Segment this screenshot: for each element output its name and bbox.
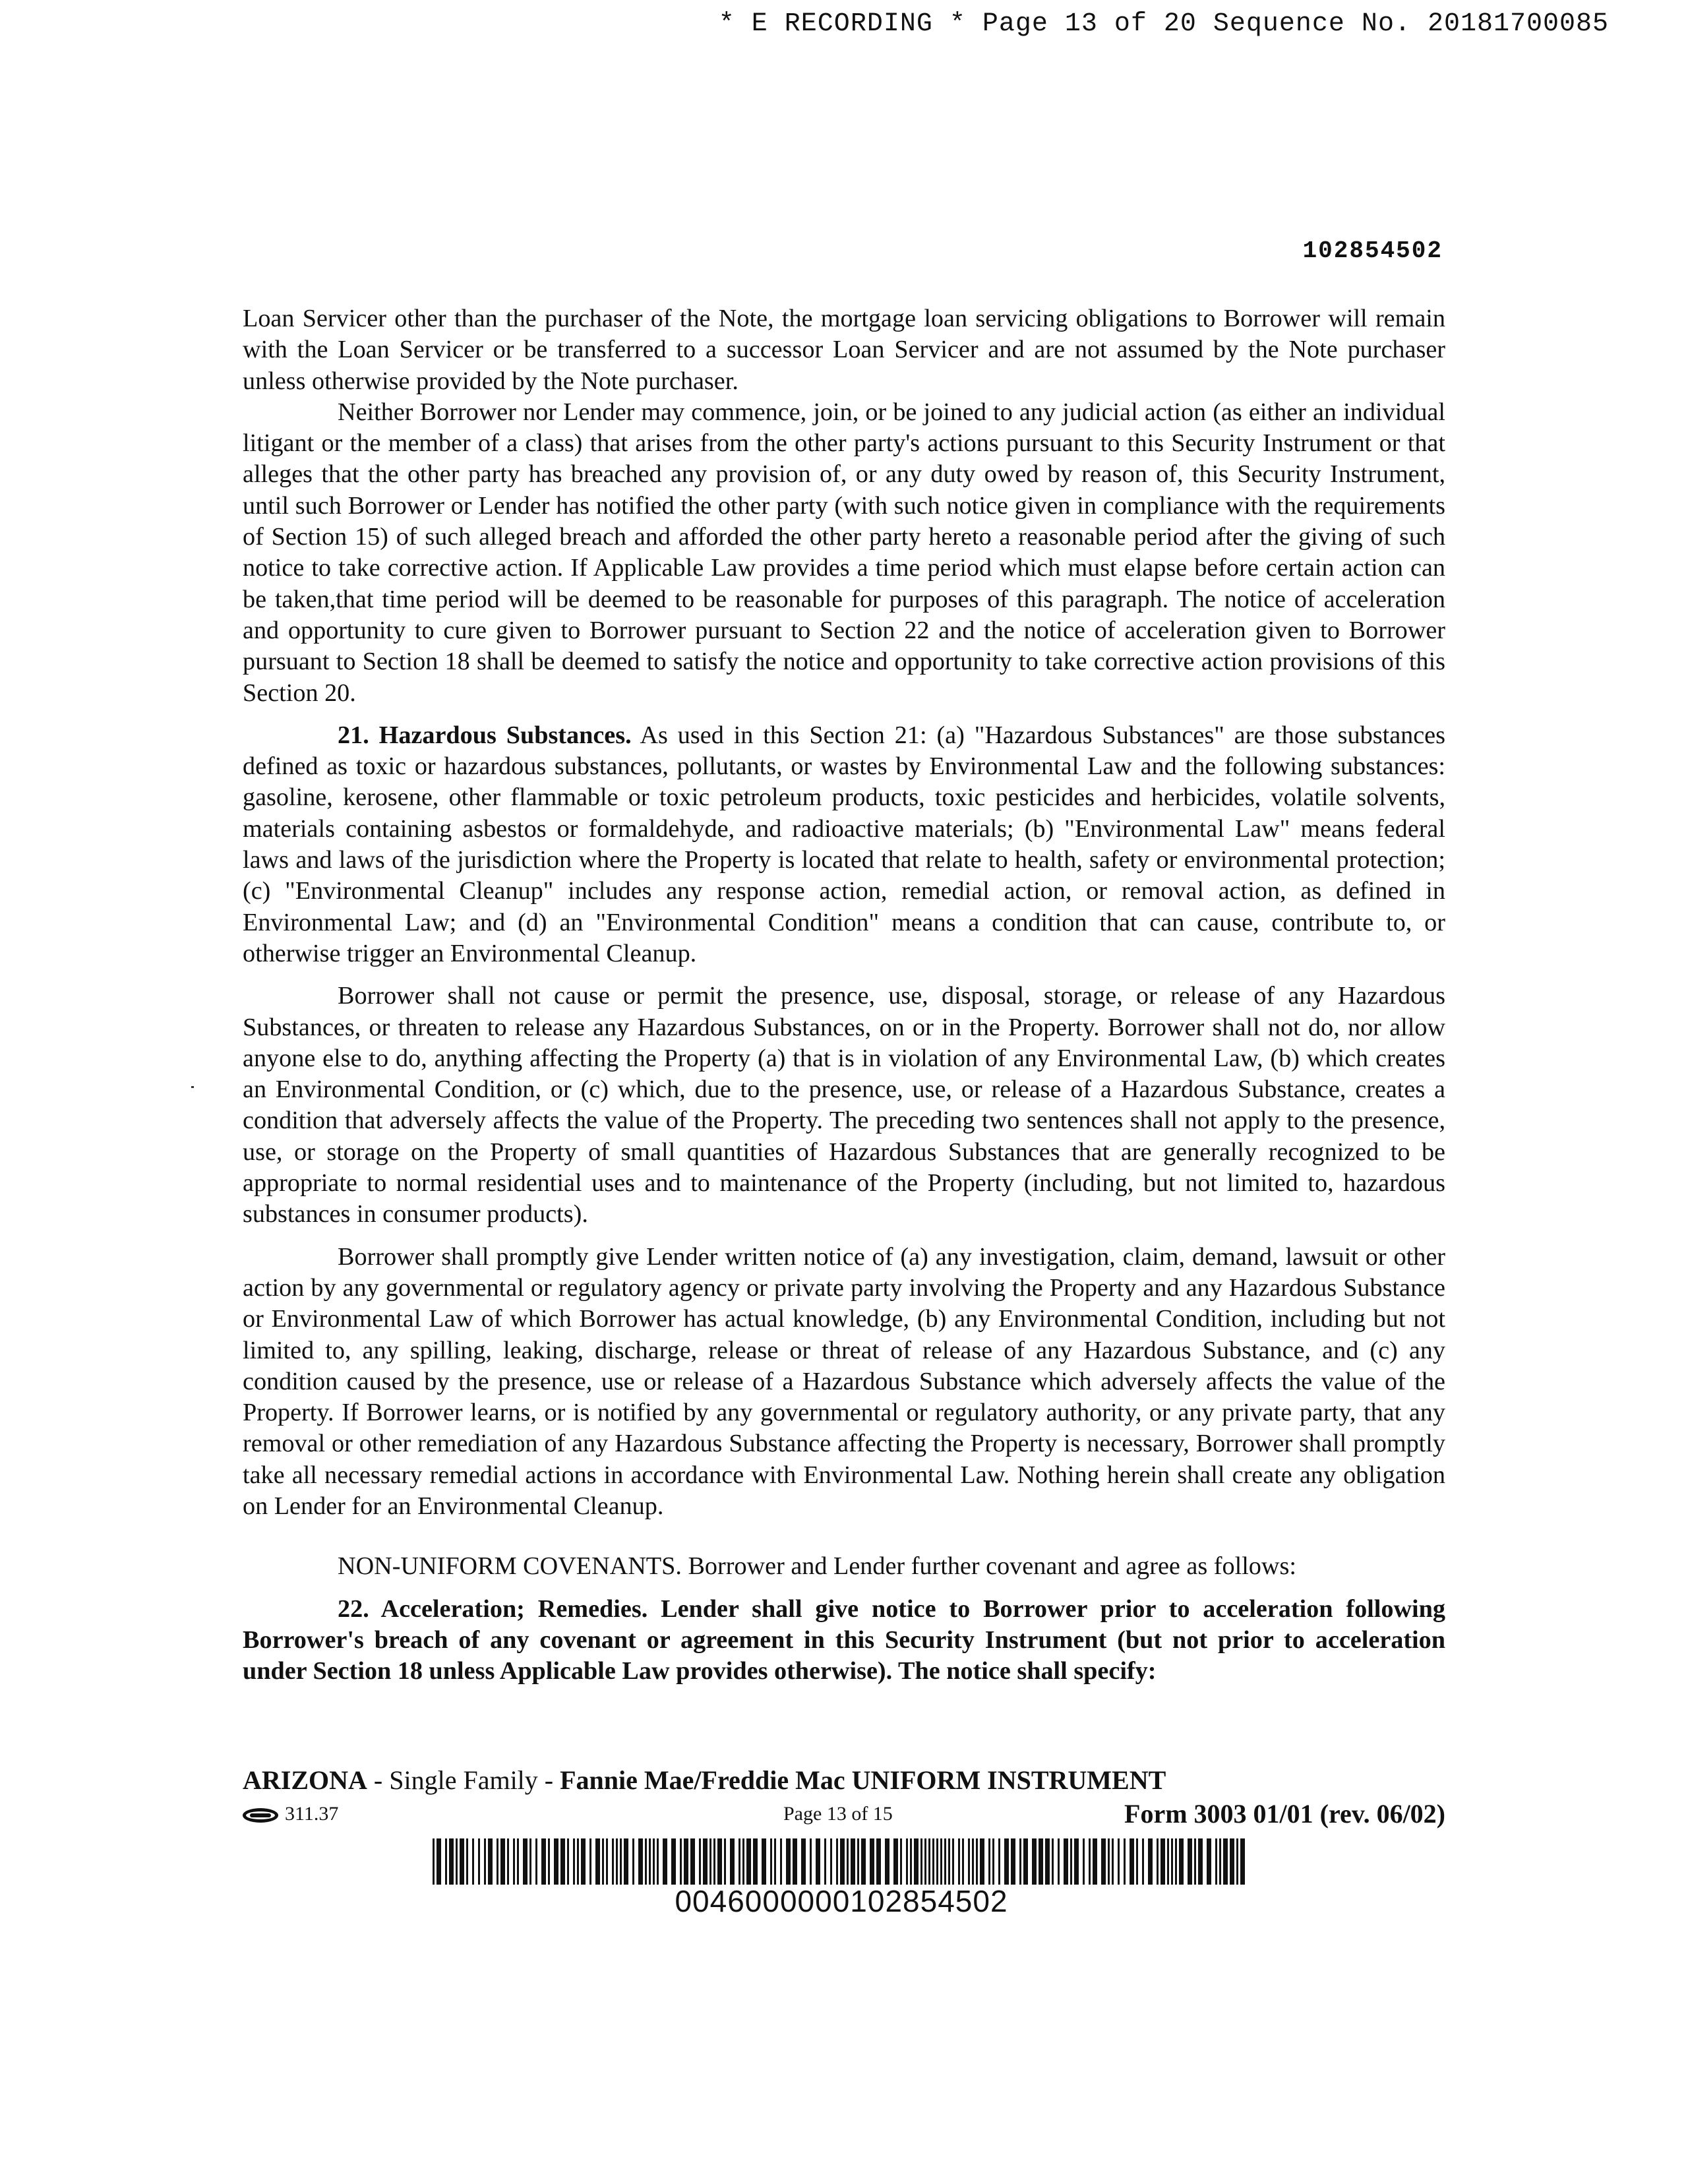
barcode-bar — [992, 1838, 994, 1885]
barcode-bar — [560, 1838, 565, 1885]
barcode-bar — [1215, 1838, 1217, 1885]
barcode-bar — [1019, 1838, 1021, 1885]
barcode-bar — [753, 1838, 758, 1885]
section-21-text: As used in this Section 21: (a) "Hazardous Substances" are those substances defined as toxic or hazardous substances, pollutants, or wastes by Environmental Law and the following substances: gasoline, kerosene, other flammable or toxic petroleum products, toxic pesticides and herbicides, volatile solvents, materials containing asbestos or formaldehyde, and radioactive materials; (b) "Environmental Law" means federal laws and laws of the jurisdiction where the Property is located that relate to health, safety or environmental protection; (c) "Environmental Cleanup" includes any response action, remedial action, or removal action, as defined in Environmental Law; and (d) an "Environmental Condition" means a condition that can cause, contribute to, or otherwise trigger an Environmental Cleanup. — [243, 721, 1445, 967]
barcode-bar — [449, 1838, 454, 1885]
barcode-bar — [1011, 1838, 1015, 1885]
paragraph-judicial-action: Neither Borrower nor Lender may commence, join, or be joined to any judicial action (as either an individual litigant or the member of a class) that arises from the other party's actions pursuant to this Security Instrument or that alleges that the other party has breached any provision of, or any duty owed by reason of, this Security Instrument, until such Borrower or Lender has notified the other party (with such notice given in compliance with the requirements of Section 15) of such alleged breach and afforded the other party hereto a reasonable period after the giving of such notice to take corrective action. If Applicable Law provides a time period which must elapse before certain action can be taken,that time period will be deemed to be reasonable for purposes of this paragraph. The notice of acceleration and opportunity to cure given to Borrower pursuant to Section 22 and the notice of acceleration given to Borrower pursuant to Section 18 shall be deemed to satisfy the notice and opportunity to take corrective action provisions of this Section 20. — [243, 398, 1445, 707]
barcode-bar — [948, 1838, 950, 1885]
barcode-bar — [1175, 1838, 1177, 1885]
barcode-bar — [709, 1838, 711, 1885]
barcode-bar — [1130, 1838, 1134, 1885]
barcode-bar — [1108, 1838, 1110, 1885]
barcode-bar — [972, 1838, 974, 1885]
barcode-bar — [786, 1838, 791, 1885]
barcode-bar — [774, 1838, 776, 1885]
barcode-bar — [1083, 1838, 1085, 1885]
barcode-bar — [507, 1838, 509, 1885]
barcode-bar — [1188, 1838, 1192, 1885]
barcode-bar — [497, 1838, 498, 1885]
barcode-bar — [680, 1838, 682, 1885]
barcode-bar — [472, 1838, 474, 1885]
section-21-heading: 21. Hazardous Substances. — [338, 721, 632, 749]
barcode-bar — [567, 1838, 569, 1885]
barcode-bar — [1240, 1838, 1245, 1885]
barcode-bar — [816, 1838, 820, 1885]
barcode-bar — [730, 1838, 735, 1885]
barcode-bar — [1148, 1838, 1153, 1885]
barcode-bar — [653, 1838, 655, 1885]
barcode-bar — [810, 1838, 812, 1885]
barcode-bar — [703, 1838, 708, 1885]
barcode-bar — [484, 1838, 486, 1885]
barcode-bar — [1230, 1838, 1234, 1885]
barcode-bar — [645, 1838, 647, 1885]
barcode-bar — [437, 1838, 441, 1885]
barcode-bar — [1142, 1838, 1144, 1885]
barcode-bar — [724, 1838, 726, 1885]
barcode-bar — [738, 1838, 740, 1885]
barcode-bar — [885, 1838, 889, 1885]
barcode-bar — [1052, 1838, 1054, 1885]
barcode-bar — [529, 1838, 531, 1885]
barcode-bar — [1070, 1838, 1072, 1885]
form-footer — [243, 1765, 1445, 1831]
barcode-bar — [1004, 1838, 1009, 1885]
barcode-bar — [910, 1838, 912, 1885]
barcode-bar — [1136, 1838, 1138, 1885]
footer-info-row — [243, 1798, 1445, 1831]
barcode-bar — [690, 1838, 695, 1885]
barcode-bar — [1207, 1838, 1211, 1885]
footer-code-text: 311.37 — [285, 1803, 339, 1825]
footer-instrument: Fannie Mae/Freddie Mac UNIFORM INSTRUMENT — [560, 1765, 1166, 1795]
barcode-bar — [541, 1838, 546, 1885]
barcode-bar — [988, 1838, 990, 1885]
barcode-bar — [793, 1838, 797, 1885]
barcode-bar — [466, 1838, 468, 1885]
barcode-bar — [589, 1838, 591, 1885]
barcode-bar — [1039, 1838, 1043, 1885]
barcode-bar — [940, 1838, 942, 1885]
barcode-bar — [488, 1838, 493, 1885]
footer-form-number: Form 3003 01/01 (rev. 06/02) — [1124, 1799, 1445, 1829]
barcode-bar — [1236, 1838, 1238, 1885]
barcode-bar — [906, 1838, 908, 1885]
barcode-bar — [914, 1838, 919, 1885]
non-uniform-covenants: NON-UNIFORM COVENANTS. Borrower and Lender further covenant and agree as follows: — [338, 1552, 1296, 1581]
barcode-bar — [657, 1838, 659, 1885]
barcode-bar — [958, 1838, 960, 1885]
footer-title — [243, 1765, 1445, 1796]
barcode-bar — [517, 1838, 519, 1885]
barcode-bar — [717, 1838, 722, 1885]
barcode-bar — [851, 1838, 855, 1885]
barcode-bar — [523, 1838, 528, 1885]
barcode-bar — [962, 1838, 964, 1885]
barcode-bar — [952, 1838, 954, 1885]
barcode-bar — [840, 1838, 845, 1885]
barcode-bar — [944, 1838, 946, 1885]
barcode-bar — [924, 1838, 926, 1885]
barcode-bar — [1064, 1838, 1068, 1885]
document-number: 102854502 — [1302, 237, 1443, 264]
barcode-bar — [998, 1838, 1000, 1885]
barcode-bar — [577, 1838, 579, 1885]
barcode-bar — [445, 1838, 447, 1885]
barcode-bar — [713, 1838, 715, 1885]
barcode-bar — [620, 1838, 622, 1885]
barcode-bar — [1223, 1838, 1228, 1885]
barcode-bar — [606, 1838, 608, 1885]
barcode-bar — [595, 1838, 600, 1885]
barcode-bar — [638, 1838, 643, 1885]
barcode-bar — [920, 1838, 922, 1885]
barcode-bar — [573, 1838, 575, 1885]
barcode-bar — [780, 1838, 782, 1885]
barcode-bar — [770, 1838, 772, 1885]
paragraph-written-notice: Borrower shall promptly give Lender written notice of (a) any investigation, claim, demand, lawsuit or other action by any governmental or regulatory agency or private party involving the Property and any Hazardous Substance or Environmental Law of which Borrower has actual knowledge, (b) any Environmental Condition, including but not limited to, any spilling, leaking, discharge, release or threat of release of any Hazardous Substance, and (c) any condition caused by the presence, use or release of a Hazardous Substance which adversely affects the value of the Property. If Borrower learns, or is notified by any governmental or regulatory authority, or any private party, that any removal or other remediation of any Hazardous Substance affecting the Property is necessary, Borrower shall promptly take all necessary remedial actions in accordance with Environmental Law. Nothing herein shall create any obligation on Lender for an Environmental Cleanup. — [243, 1242, 1445, 1520]
barcode-bar — [1179, 1838, 1184, 1885]
barcode-bar — [602, 1838, 604, 1885]
barcode-bar — [861, 1838, 866, 1885]
barcode-bar — [1074, 1838, 1079, 1885]
barcode-bar — [1089, 1838, 1091, 1885]
barcode-bar — [746, 1838, 751, 1885]
footer-code — [243, 1798, 338, 1831]
barcode-bar — [684, 1838, 688, 1885]
barcode-bar — [612, 1838, 614, 1885]
barcode-bar — [1058, 1838, 1060, 1885]
barcode-bar — [847, 1838, 849, 1885]
barcode-bar — [932, 1838, 934, 1885]
section-21-paragraph — [243, 720, 1445, 969]
barcode-bar — [1171, 1838, 1173, 1885]
barcode-bar — [460, 1838, 464, 1885]
barcode-number: 0046000000102854502 — [675, 1884, 1008, 1918]
barcode-bar — [548, 1838, 550, 1885]
barcode-bar — [1194, 1838, 1196, 1885]
footer-state: ARIZONA — [243, 1765, 367, 1795]
barcode-bar — [616, 1838, 618, 1885]
barcode-bar — [1124, 1838, 1126, 1885]
barcode-bar — [671, 1838, 676, 1885]
barcode-bar — [1157, 1838, 1159, 1885]
barcode-bar — [876, 1838, 881, 1885]
barcode-bar — [857, 1838, 859, 1885]
section-22-paragraph: 22. Acceleration; Remedies. Lender shall give notice to Borrower prior to acceleration following Borrower's breach of any covenant or agreement in this Security Instrument (but not prior to acceleration under Section 18 unless Applicable Law provides otherwise). The notice shall specify: — [243, 1594, 1445, 1685]
barcode-bar — [928, 1838, 930, 1885]
barcode-bar — [1160, 1838, 1165, 1885]
document-body — [243, 303, 1445, 1687]
footer-separator: - Single Family - — [367, 1765, 560, 1795]
barcode-bar — [762, 1838, 766, 1885]
barcode-bar — [900, 1838, 902, 1885]
barcode-bar — [1023, 1838, 1028, 1885]
barcode-bar — [699, 1838, 701, 1885]
barcode-bar — [581, 1838, 586, 1885]
vendor-logo-icon — [243, 1808, 278, 1823]
recording-header: * E RECORDING * Page 13 of 20 Sequence No. 20181700085 — [718, 9, 1609, 39]
barcode-bar — [1167, 1838, 1169, 1885]
barcode-bar — [632, 1838, 634, 1885]
barcode-bar — [624, 1838, 628, 1885]
barcode-bar — [968, 1838, 970, 1885]
barcode-bar — [1112, 1838, 1114, 1885]
barcode-bar — [824, 1838, 826, 1885]
barcode-bar — [535, 1838, 537, 1885]
footer-page-number: Page 13 of 15 — [783, 1803, 893, 1825]
barcode-bar — [500, 1838, 505, 1885]
paragraph-loan-servicer: Loan Servicer other than the purchaser of the Note, the mortgage loan servicing obligations to Borrower will remain with the Loan Servicer or be transferred to a successor Loan Servicer and are not assumed by the Note purchaser unless otherwise provided by the Note purchaser. — [243, 305, 1445, 395]
barcode-bar — [649, 1838, 651, 1885]
barcode-bar — [1093, 1838, 1097, 1885]
barcode-bar — [1032, 1838, 1037, 1885]
barcode-bar — [1219, 1838, 1221, 1885]
barcode-bar — [513, 1838, 515, 1885]
barcode-bar — [893, 1838, 898, 1885]
barcode-bar — [433, 1838, 435, 1885]
barcode-bar — [801, 1838, 806, 1885]
barcode-bar — [870, 1838, 874, 1885]
barcode-bar — [976, 1838, 978, 1885]
barcode-bar — [830, 1838, 832, 1885]
paragraph-borrower-shall-not: Borrower shall not cause or permit the presence, use, disposal, storage, or release of any Hazardous Substances, or threaten to release any Hazardous Substances, on or in the Property. Borrower shall not do, nor allow anyone else to do, anything affecting the Property (a) that is in violation of any Environmental Law, (b) which creates an Environmental Condition, or (c) which, due to the presence, use, or release of a Hazardous Substance, creates a condition that adversely affects the value of the Property. The preceding two sentences shall not apply to the presence, use, or storage on the Property of small quantities of Hazardous Substances that are generally recognized to be appropriate to normal residential uses and to maintenance of the Property (including, but not limited to, hazardous substances in consumer products). — [243, 982, 1445, 1228]
barcode-bar — [478, 1838, 480, 1885]
barcode-bar — [936, 1838, 938, 1885]
barcode-bar — [456, 1838, 458, 1885]
barcode-bar — [742, 1838, 744, 1885]
barcode-bar — [1118, 1838, 1120, 1885]
scan-speck — [191, 1086, 194, 1088]
barcode-bar — [1045, 1838, 1050, 1885]
barcode-bar — [554, 1838, 558, 1885]
barcode-bar — [663, 1838, 667, 1885]
barcode-bar — [836, 1838, 838, 1885]
barcode-bar — [980, 1838, 984, 1885]
barcode — [433, 1838, 1250, 1885]
barcode-bar — [1101, 1838, 1106, 1885]
barcode-bar — [1198, 1838, 1203, 1885]
